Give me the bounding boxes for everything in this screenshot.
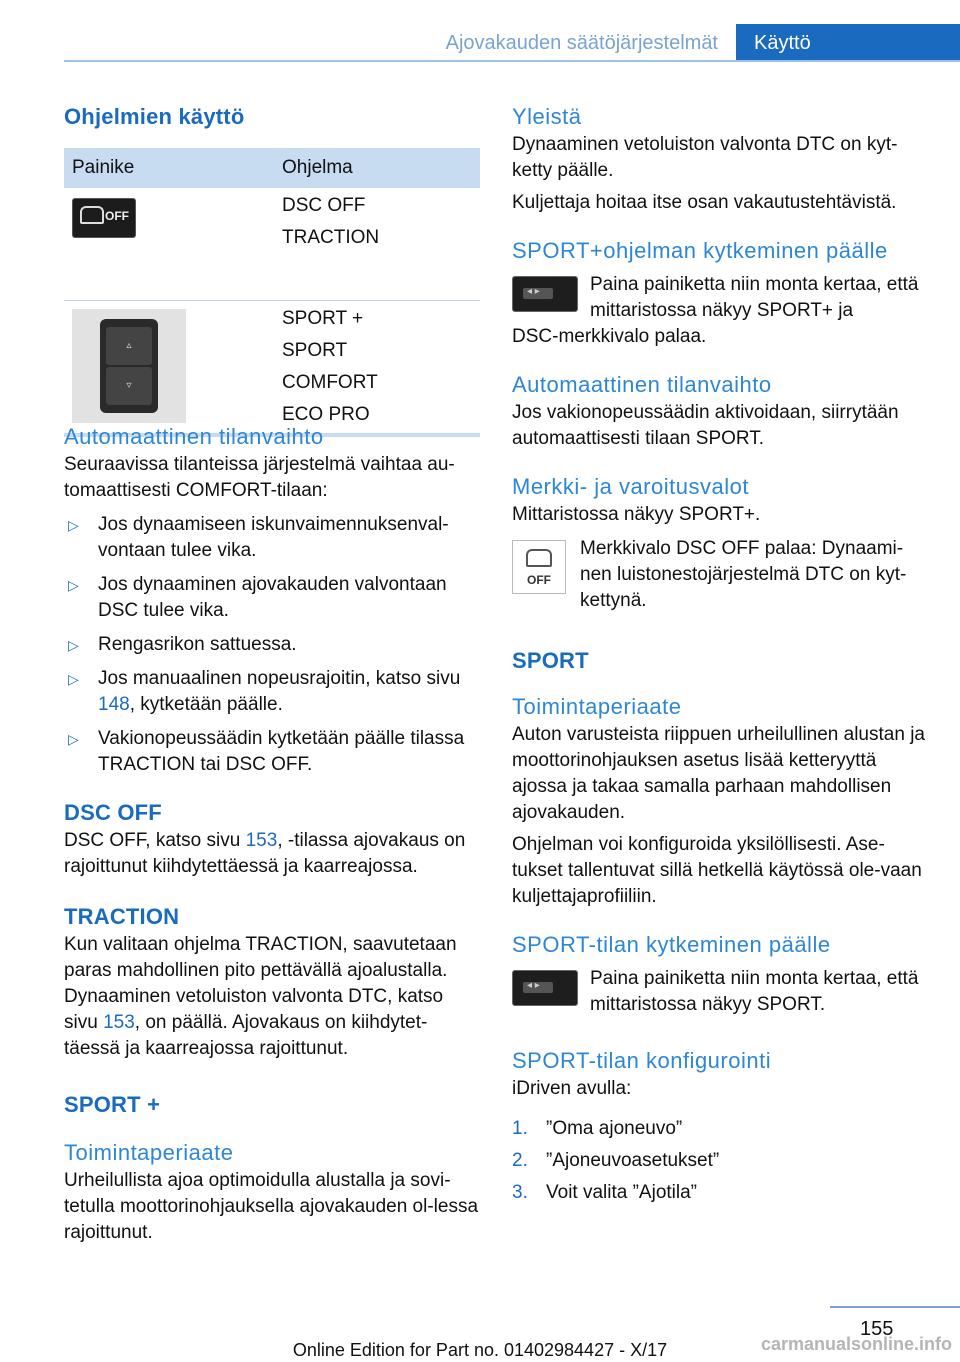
dsc-off-text: DSC OFF, katso sivu 153, -tilassa ajovakaus on rajoittunut kiihdytettäessä ja kaarreajossa. — [64, 830, 466, 877]
sport-plus-heading: SPORT + — [64, 1092, 161, 1117]
triangle-bullet-icon: ▷ — [68, 731, 79, 747]
left-column-text — [64, 424, 480, 1246]
program-comfort: COMFORT — [282, 372, 378, 393]
general-p2: Kuljettaja hoitaa itse osan vakautustehtävistä. — [512, 192, 897, 213]
program-eco-pro: ECO PRO — [282, 404, 370, 425]
list-item: ▷ Vakionopeussäädin kytketään päälle tilassa TRACTION tai DSC OFF. — [68, 728, 465, 775]
edition-line: Online Edition for Part no. 01402984427 - X/17 — [292, 1340, 668, 1360]
page-link-153[interactable]: 153 — [103, 1012, 135, 1033]
program-sport: SPORT — [282, 340, 348, 361]
auto-mode-heading: Automaattinen tilanvaihto — [64, 424, 324, 449]
program-table — [64, 148, 480, 437]
sport-subheading: Toimintaperiaate — [512, 694, 682, 719]
page-number: 155 — [860, 1318, 894, 1340]
section-title: Ohjelmien käyttö — [64, 104, 245, 129]
auto-mode-intro: Seuraavissa tilanteissa järjestelmä vaihtaa au-tomaattisesti COMFORT-tilaan: — [64, 454, 455, 501]
watermark: carmanualsonline.info — [760, 1334, 952, 1354]
drive-mode-switch-icon: ◂ ▸ — [512, 970, 578, 1006]
program-dsc-off: DSC OFF — [282, 195, 366, 216]
list-item: ▷ Rengasrikon sattuessa. — [64, 632, 480, 658]
right-auto-heading: Automaattinen tilanvaihto — [512, 372, 772, 397]
triangle-bullet-icon: ▷ — [68, 577, 79, 593]
table-row — [64, 301, 480, 437]
sport-plus-on-cont: DSC-merkkivalo palaa. — [512, 326, 707, 347]
dsc-off-heading: DSC OFF — [64, 800, 162, 825]
lights-heading: Merkki- ja varoitusvalot — [512, 474, 749, 499]
auto-mode-list — [64, 512, 480, 778]
traction-text: Kun valitaan ohjelma TRACTION, saavutetaan paras mahdollinen pito pettävällä ajoalustalla. Dynaaminen vetoluiston valvonta DTC, katso sivu 153, on päällä. Ajovakaus on kiihdytet-täessä ja kaarreajossa rajoittunut. — [64, 934, 457, 1059]
triangle-bullet-icon: ▷ — [68, 637, 79, 653]
dsc-off-indicator-icon: OFF — [512, 540, 566, 594]
general-p1: Dynaaminen vetoluiston valvonta DTC on kyt-ketty päälle. — [512, 134, 898, 181]
running-header-chapter: Käyttö — [736, 24, 960, 62]
general-heading: Yleistä — [512, 104, 582, 129]
footer-divider — [830, 1306, 960, 1308]
list-item: ▷ Jos manuaalinen nopeusrajoitin, katso sivu 148, kytketään päälle. — [68, 668, 461, 715]
sport-plus-subheading: Toimintaperiaate — [64, 1140, 234, 1165]
config-intro: iDriven avulla: — [512, 1078, 632, 1099]
triangle-bullet-icon: ▷ — [68, 517, 79, 533]
traction-heading: TRACTION — [64, 904, 180, 929]
list-item: 2. ”Ajoneuvoasetukset” — [512, 1150, 720, 1171]
sport-p2: Ohjelman voi konfiguroida yksilöllisesti. Ase-tukset tallentuvat sillä hetkellä käytössä ole-vaan kuljettajaprofiiliin. — [512, 834, 922, 907]
config-heading: SPORT-tilan konfigurointi — [512, 1048, 772, 1073]
table-row — [64, 188, 480, 301]
table-header-button: Painike — [72, 157, 135, 178]
list-item: 3. Voit valita ”Ajotila” — [512, 1182, 698, 1203]
sport-plus-on-text: Paina painiketta niin monta kertaa, että mittaristossa näkyy SPORT+ ja — [590, 274, 919, 321]
right-auto-text: Jos vakionopeussäädin aktivoidaan, siirrytään automaattisesti tilaan SPORT. — [512, 402, 899, 449]
header-divider — [64, 60, 960, 62]
page-link-148[interactable]: 148 — [98, 694, 130, 715]
sport-plus-text: Urheilullista ajoa optimoidulla alustalla ja sovi-tetulla moottorinohjauksella ajovakauden ol-lessa rajoittunut. — [64, 1170, 479, 1243]
sport-on-heading: SPORT-tilan kytkeminen päälle — [512, 932, 831, 957]
sport-p1: Auton varusteista riippuen urheilullinen alustan ja moottorinohjauksen asetus lisää ketteryyttä ajossa ja takaa samalla parhaan mahdollisen ajovakauden. — [512, 724, 925, 823]
list-item: ▷ Jos dynaaminen ajovakauden valvontaan DSC tulee vika. — [68, 574, 447, 621]
table-header-program: Ohjelma — [282, 157, 353, 178]
list-item: ▷ Jos dynaamiseen iskunvaimennuksenval-vontaan tulee vika. — [68, 514, 449, 561]
drive-mode-rocker-switch-icon: ▵ ▿ — [72, 309, 186, 423]
right-column-text — [512, 104, 928, 1212]
program-traction: TRACTION — [282, 227, 380, 248]
triangle-bullet-icon: ▷ — [68, 671, 79, 687]
page-link-153[interactable]: 153 — [245, 830, 278, 851]
drive-mode-switch-icon: ◂ ▸ — [512, 276, 578, 312]
lights-p1: Mittaristossa näkyy SPORT+. — [512, 504, 761, 525]
dsc-off-button-icon: OFF — [72, 198, 136, 238]
lights-p2: Merkkivalo DSC OFF palaa: Dynaami-nen luistonestojärjestelmä DTC on kyt-kettynä. — [580, 538, 907, 611]
program-sport-plus: SPORT + — [282, 308, 364, 329]
config-steps — [512, 1116, 928, 1206]
sport-heading: SPORT — [512, 648, 589, 673]
table-header — [64, 148, 480, 188]
list-item: 1. ”Oma ajoneuvo” — [512, 1118, 683, 1139]
sport-plus-on-heading: SPORT+ohjelman kytkeminen päälle — [512, 238, 888, 263]
sport-on-text: Paina painiketta niin monta kertaa, että mittaristossa näkyy SPORT. — [590, 968, 919, 1015]
running-header-section: Ajovakauden säätöjärjestelmät — [445, 32, 718, 54]
